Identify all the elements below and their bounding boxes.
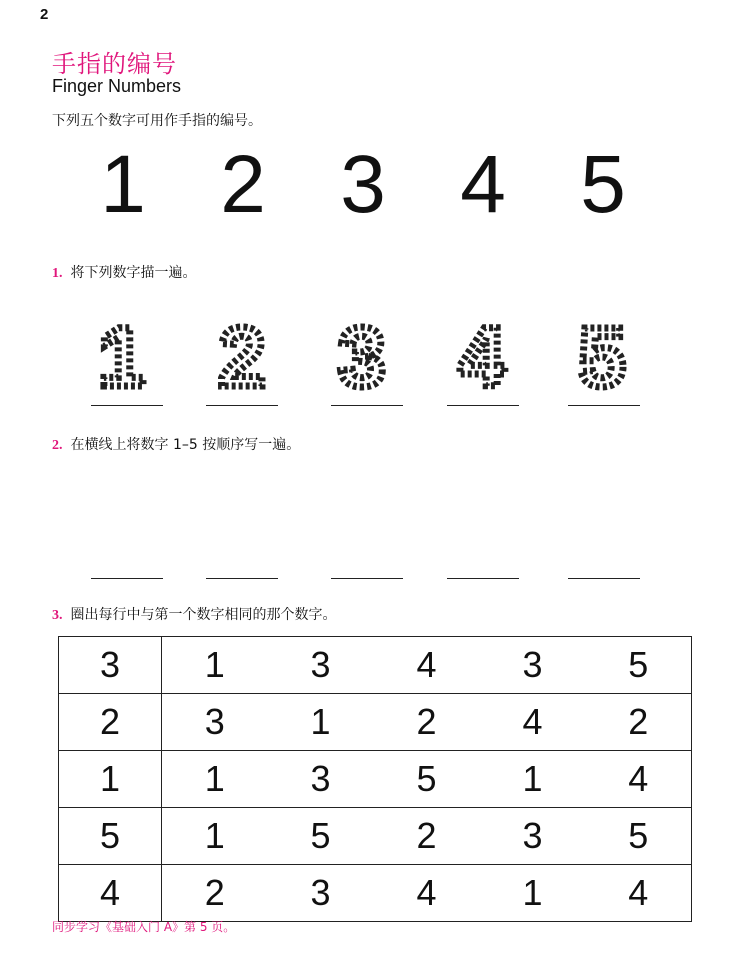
choice-number-cell[interactable]: 1	[162, 808, 268, 865]
choice-number-cell[interactable]: 4	[374, 637, 480, 694]
target-number-cell: 2	[59, 694, 162, 751]
trace-digit-text: 2	[218, 320, 266, 395]
table-row	[59, 808, 692, 865]
intro-text: 下列五个数字可用作手指的编号。	[52, 113, 262, 129]
choice-number-cell[interactable]: 2	[374, 808, 480, 865]
choice-number-cell[interactable]: 2	[374, 694, 480, 751]
choice-number-cell[interactable]: 1	[162, 637, 268, 694]
table-row	[59, 637, 692, 694]
page-number: 2	[40, 6, 49, 23]
choice-number-cell[interactable]: 5	[374, 751, 480, 808]
choice-number-cell[interactable]: 3	[268, 637, 374, 694]
trace-line[interactable]	[206, 405, 278, 406]
trace-row	[62, 320, 662, 395]
choice-number-cell[interactable]: 5	[586, 637, 692, 694]
choice-number-cell[interactable]: 3	[162, 694, 268, 751]
trace-line[interactable]	[331, 405, 403, 406]
trace-digit-text: 4	[458, 320, 506, 395]
table-row	[59, 751, 692, 808]
trace-digit[interactable]	[72, 320, 172, 395]
choice-number-cell[interactable]: 4	[480, 694, 586, 751]
instruction-number: 3.	[52, 608, 63, 623]
writing-line[interactable]	[91, 578, 163, 579]
instruction-1	[52, 262, 197, 282]
writing-line[interactable]	[331, 578, 403, 579]
choice-number-cell[interactable]: 5	[268, 808, 374, 865]
choice-number-cell[interactable]: 3	[268, 751, 374, 808]
choice-number-cell[interactable]: 1	[480, 865, 586, 922]
choice-number-cell[interactable]: 3	[268, 865, 374, 922]
big-number: 3	[340, 139, 386, 230]
choice-number-cell[interactable]: 4	[586, 865, 692, 922]
writing-line[interactable]	[568, 578, 640, 579]
table-row	[59, 694, 692, 751]
choice-number-cell[interactable]: 2	[162, 865, 268, 922]
target-number-cell: 4	[59, 865, 162, 922]
instruction-text: 在横线上将数字 1–5 按顺序写一遍。	[70, 437, 301, 453]
trace-digit-text: 3	[338, 320, 386, 395]
choice-number-cell[interactable]: 1	[480, 751, 586, 808]
choice-number-cell[interactable]: 3	[480, 637, 586, 694]
choice-number-cell[interactable]: 1	[162, 751, 268, 808]
instruction-number: 2.	[52, 438, 63, 453]
table-row	[59, 865, 692, 922]
trace-line[interactable]	[447, 405, 519, 406]
target-number-cell: 5	[59, 808, 162, 865]
trace-digit[interactable]	[432, 320, 532, 395]
writing-line[interactable]	[447, 578, 519, 579]
trace-line[interactable]	[568, 405, 640, 406]
footer-note: 同步学习《基础入门 A》第 5 页。	[52, 920, 236, 934]
big-number: 2	[220, 139, 266, 230]
trace-digit[interactable]	[312, 320, 412, 395]
trace-digit-text: 5	[578, 320, 626, 395]
choice-number-cell[interactable]: 4	[586, 751, 692, 808]
big-number: 5	[580, 139, 626, 230]
instruction-text: 将下列数字描一遍。	[70, 265, 197, 281]
big-number: 4	[460, 139, 506, 230]
choice-number-cell[interactable]: 1	[268, 694, 374, 751]
trace-digit[interactable]	[552, 320, 652, 395]
choice-number-cell[interactable]: 2	[586, 694, 692, 751]
trace-digit-text: 1	[98, 320, 146, 395]
instruction-text: 圈出每行中与第一个数字相同的那个数字。	[70, 607, 337, 623]
target-number-cell: 1	[59, 751, 162, 808]
instruction-2	[52, 434, 300, 454]
choice-number-cell[interactable]: 4	[374, 865, 480, 922]
page-subtitle: Finger Numbers	[52, 76, 182, 96]
writing-line[interactable]	[206, 578, 278, 579]
choice-number-cell[interactable]: 5	[586, 808, 692, 865]
instruction-number: 1.	[52, 266, 63, 281]
big-number-row	[62, 140, 662, 230]
trace-digit[interactable]	[192, 320, 292, 395]
big-number: 1	[100, 139, 146, 230]
instruction-3	[52, 604, 337, 624]
page-title: 手指的编号	[52, 50, 177, 78]
choice-number-cell[interactable]: 3	[480, 808, 586, 865]
number-match-table	[58, 636, 692, 922]
trace-line[interactable]	[91, 405, 163, 406]
target-number-cell: 3	[59, 637, 162, 694]
